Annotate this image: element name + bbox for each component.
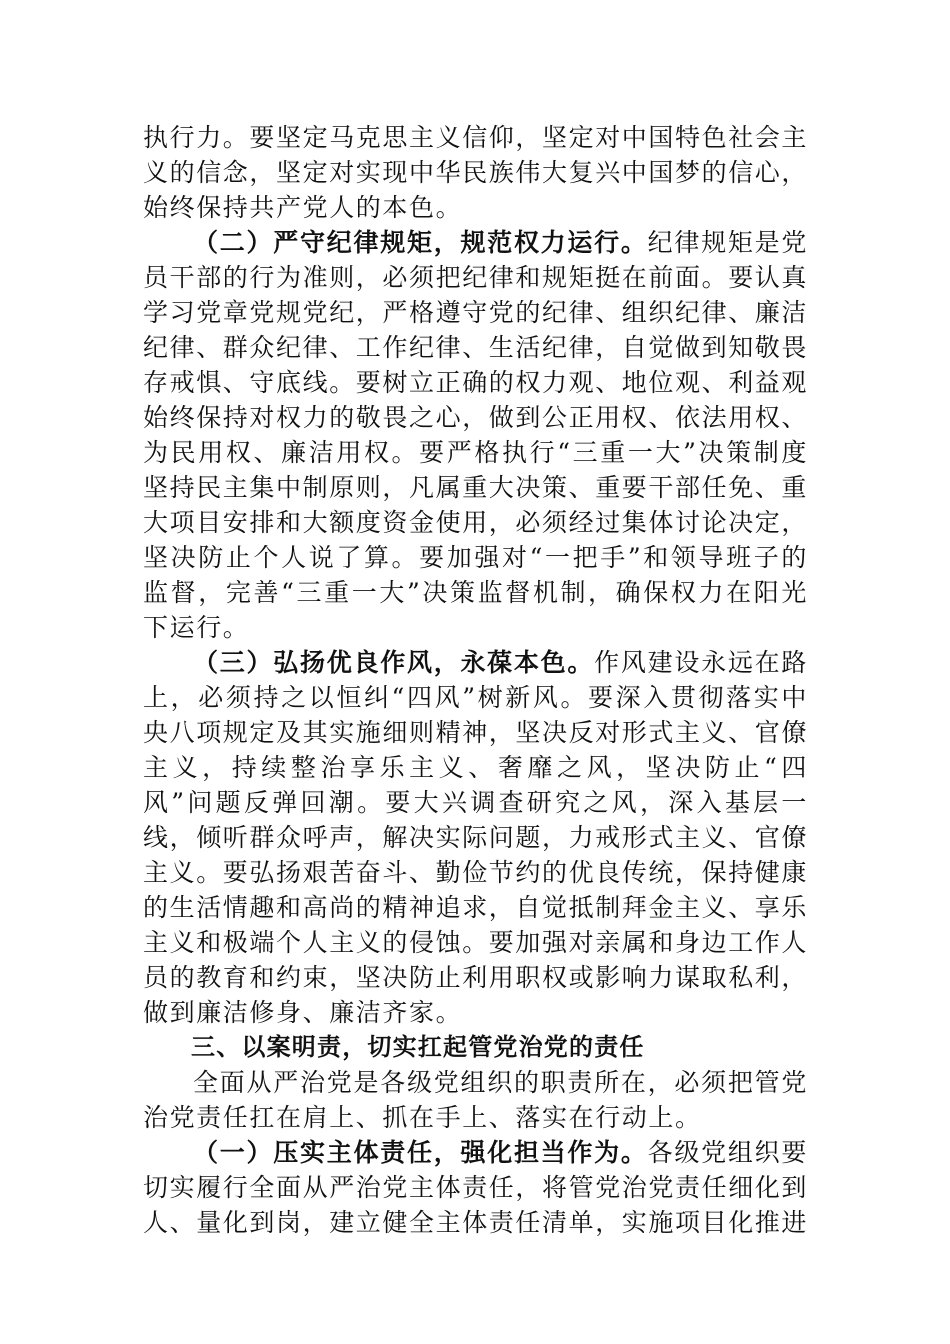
subheading-style: （三）弘扬优良作风，永葆本色。 — [193, 648, 595, 677]
section-heading-3: 三、以案明责，切实扛起管党治党的责任 — [191, 1033, 645, 1061]
paragraph-responsibility-body: 各级党组织要切实履行全面从严治党主体责任，将管党治党责任细化到人、量化到岗，建立健全主体责任清单，实施项目化推进 — [143, 1138, 809, 1237]
paragraph-continuation: 执行力。要坚定马克思主义信仰，坚定对中国特色社会主义的信念，坚定对实现中华民族伟大复兴中国梦的信心，始终保持共产党人的本色。 — [143, 123, 809, 222]
paragraph-style-body: 作风建设永远在路上，必须持之以恒纠“四风”树新风。要深入贯彻落实中央八项规定及其实施细则精神，坚决反对形式主义、官僚主义，持续整治享乐主义、奢靡之风，坚决防止“四风”问题反弹回潮。要大兴调查研究之风，深入基层一线，倾听群众呼声，解决实际问题，力戒形式主义、官僚主义。要弘扬艰苦奋斗、勤俭节约的优良传统，保持健康的生活情趣和高尚的精神追求，自觉抵制拜金主义、享乐主义和极端个人主义的侵蚀。要加强对亲属和身边工作人员的教育和约束，坚决防止利用职权或影响力谋取私利，做到廉洁修身、廉洁齐家。 — [143, 648, 809, 1027]
subheading-responsibility: （一）压实主体责任，强化担当作为。 — [193, 1138, 648, 1167]
paragraph-section-intro: 全面从严治党是各级党组织的职责所在，必须把管党治党责任扛在肩上、抓在手上、落实在行动上。 — [143, 1068, 808, 1132]
paragraph-discipline-body: 纪律规矩是党员干部的行为准则，必须把纪律和规矩挺在前面。要认真学习党章党规党纪，严格遵守党的纪律、组织纪律、廉洁纪律、群众纪律、工作纪律、生活纪律，自觉做到知敬畏存戒惧、守底线。要树立正确的权力观、地位观、利益观始终保持对权力的敬畏之心，做到公正用权、依法用权、为民用权、廉洁用权。要严格执行“三重一大”决策制度坚持民主集中制原则，凡属重大决策、重要干部任免、重大项目安排和大额度资金使用，必须经过集体讨论决定，坚决防止个人说了算。要加强对“一把手”和领导班子的监督，完善“三重一大”决策监督机制，确保权力在阳光下运行。 — [143, 228, 809, 642]
paragraph-style — [143, 645, 808, 1030]
paragraph-discipline — [143, 225, 808, 645]
document-body — [143, 120, 808, 1240]
subheading-discipline: （二）严守纪律规矩，规范权力运行。 — [193, 228, 648, 257]
paragraph-responsibility — [143, 1135, 808, 1240]
